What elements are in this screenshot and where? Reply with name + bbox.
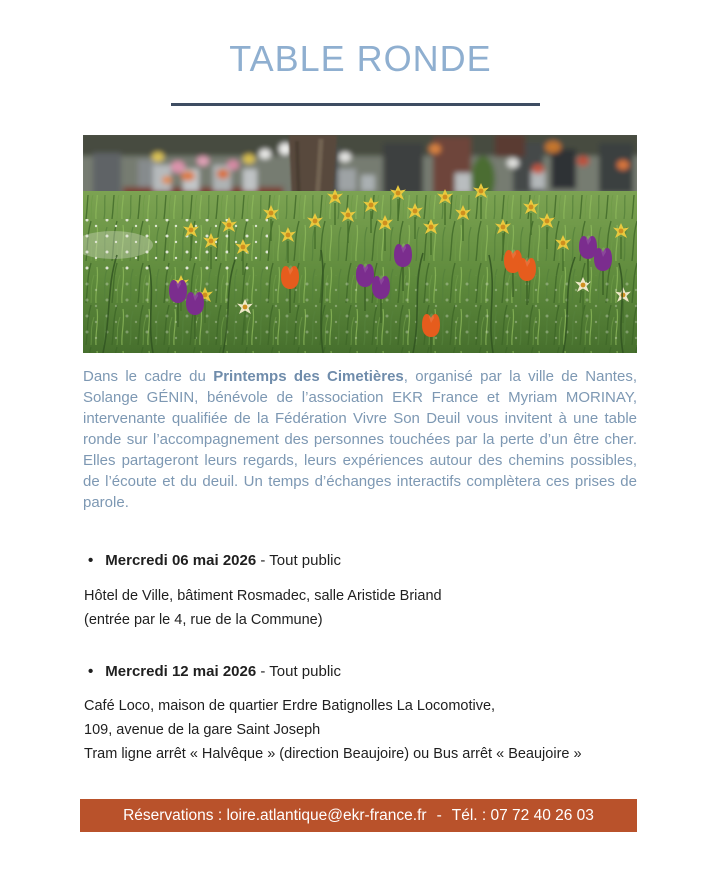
intro-text-end: , organisé par la ville de Nantes, Solange GÉNIN, bénévole de l’association EKR France et Myriam MORINAY, intervenante qualifiée de la Fédération Vivre Son Deuil vous invitent à une table ronde sur l’accompagnement des personnes touchées par la perte d’un être cher. Elles partageront leurs regards, leurs expériences autour des chemins possibles, de l’écoute et du deuil. Un temps d’échanges interactifs complètera ces prises de parole.	[83, 368, 637, 511]
reservations-banner	[80, 799, 637, 832]
event-1-entrance: (entrée par le 4, rue de la Commune)	[84, 612, 323, 628]
bullet-icon: •	[88, 663, 94, 680]
intro-paragraph	[83, 366, 637, 513]
title-divider	[171, 103, 540, 106]
intro-text-start: Dans le cadre du	[83, 368, 214, 385]
event-1-details	[84, 584, 638, 632]
event-2-date: Mercredi 12 mai 2026	[105, 663, 257, 680]
event-2-transit: Tram ligne arrêt « Halvêque » (direction Beaujoire) ou Bus arrêt « Beaujoire »	[84, 746, 582, 762]
cemetery-flowers-illustration	[83, 135, 637, 353]
event-2-details	[84, 694, 638, 766]
reservations-phone: Tél. : 07 72 40 26 03	[451, 806, 594, 824]
event-1-date: Mercredi 06 mai 2026	[105, 552, 257, 569]
event-2-venue: Café Loco, maison de quartier Erdre Batignolles La Locomotive,	[84, 698, 496, 714]
event-1-heading	[88, 552, 341, 569]
event-1-venue: Hôtel de Ville, bâtiment Rosmadec, salle Aristide Briand	[84, 588, 442, 604]
event-2-audience: - Tout public	[260, 663, 341, 680]
reservations-email: Réservations : loire.atlantique@ekr-france.fr	[123, 806, 427, 824]
event-2-heading	[88, 663, 341, 680]
bullet-icon: •	[88, 552, 94, 569]
page-title: TABLE RONDE	[229, 38, 492, 79]
event-2-address: 109, avenue de la gare Saint Joseph	[84, 722, 321, 738]
footer-separator: -	[436, 806, 442, 824]
intro-highlight-printemps-des-cimetieres: Printemps des Cimetières	[213, 368, 404, 385]
cemetery-flowers-photo	[83, 135, 637, 353]
event-1-audience: - Tout public	[260, 552, 341, 569]
